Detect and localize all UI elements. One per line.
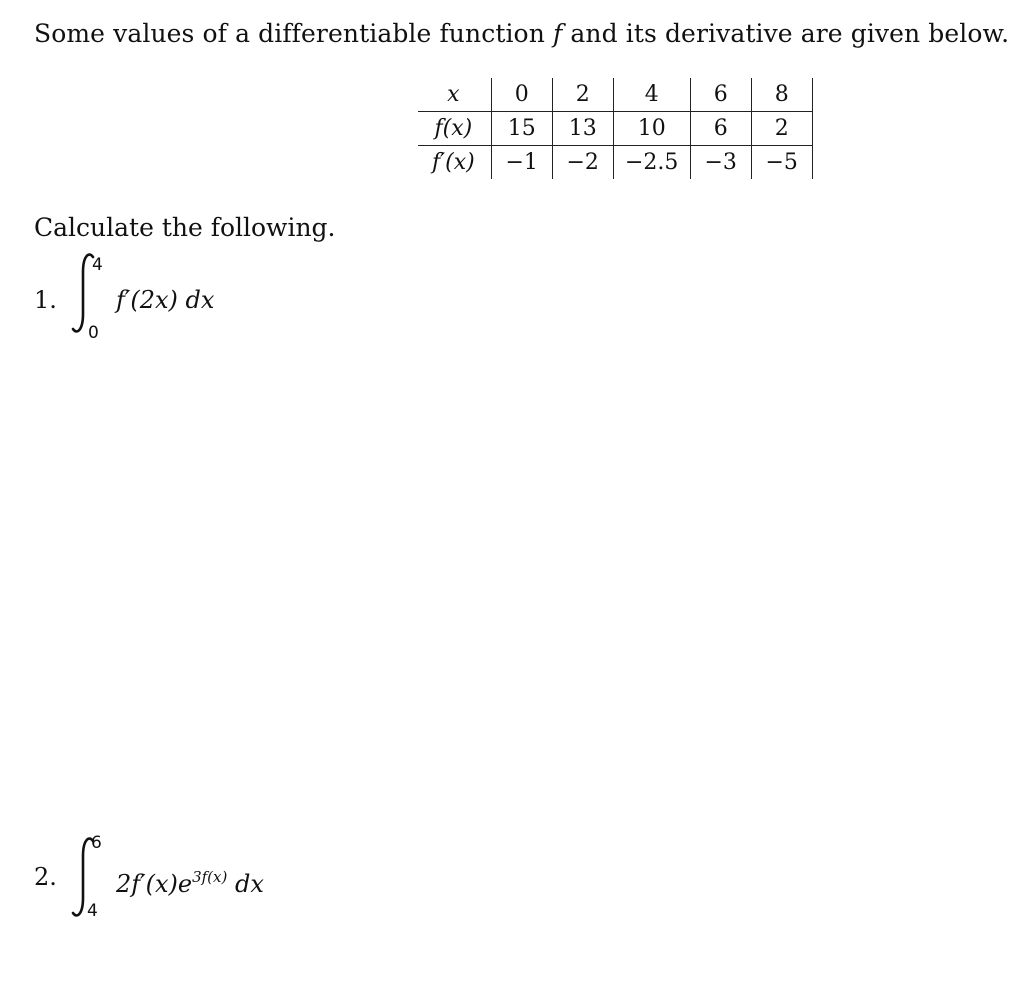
upper-limit: 6 bbox=[91, 833, 102, 853]
intro-text-part-2: and its derivative are given below. bbox=[562, 19, 1010, 48]
table-cell: −1 bbox=[491, 146, 552, 180]
integrand-exponent: 3f(x) bbox=[192, 868, 228, 886]
integrand-base: 2f′(x)e bbox=[116, 870, 193, 898]
table-cell: 2 bbox=[751, 112, 812, 146]
table-cell: 10 bbox=[613, 112, 690, 146]
table-row-fx bbox=[418, 112, 812, 146]
table-cell: 6 bbox=[690, 112, 751, 146]
table-cell: 0 bbox=[491, 78, 552, 112]
row-label-x: x bbox=[418, 78, 491, 112]
table-row-dfx bbox=[418, 146, 812, 180]
table-cell: −2 bbox=[552, 146, 613, 180]
function-symbol: f bbox=[552, 19, 563, 48]
intro-text-part-1: Some values of a differentiable function bbox=[34, 19, 553, 48]
values-table bbox=[418, 78, 813, 179]
table-cell: 2 bbox=[552, 78, 613, 112]
problem-number: 1. bbox=[34, 286, 57, 314]
integrand-tail: dx bbox=[227, 870, 264, 898]
row-label-fx: f(x) bbox=[418, 112, 491, 146]
lower-limit: 4 bbox=[87, 901, 98, 921]
table-cell: −3 bbox=[690, 146, 751, 180]
table-cell: 8 bbox=[751, 78, 812, 112]
table-cell: −2.5 bbox=[613, 146, 690, 180]
lower-limit: 0 bbox=[88, 323, 99, 343]
table-cell: −5 bbox=[751, 146, 812, 180]
table-cell: 15 bbox=[491, 112, 552, 146]
table-cell: 6 bbox=[690, 78, 751, 112]
problem-number: 2. bbox=[34, 863, 57, 891]
prompt-text: Calculate the following. bbox=[34, 213, 336, 242]
table-row-x bbox=[418, 78, 812, 112]
table-cell: 4 bbox=[613, 78, 690, 112]
integrand bbox=[116, 862, 264, 899]
integrand: f′(2x) dx bbox=[116, 286, 215, 314]
upper-limit: 4 bbox=[92, 255, 103, 275]
intro-text bbox=[34, 16, 1009, 52]
row-label-dfx: f′(x) bbox=[418, 146, 491, 180]
table-cell: 13 bbox=[552, 112, 613, 146]
